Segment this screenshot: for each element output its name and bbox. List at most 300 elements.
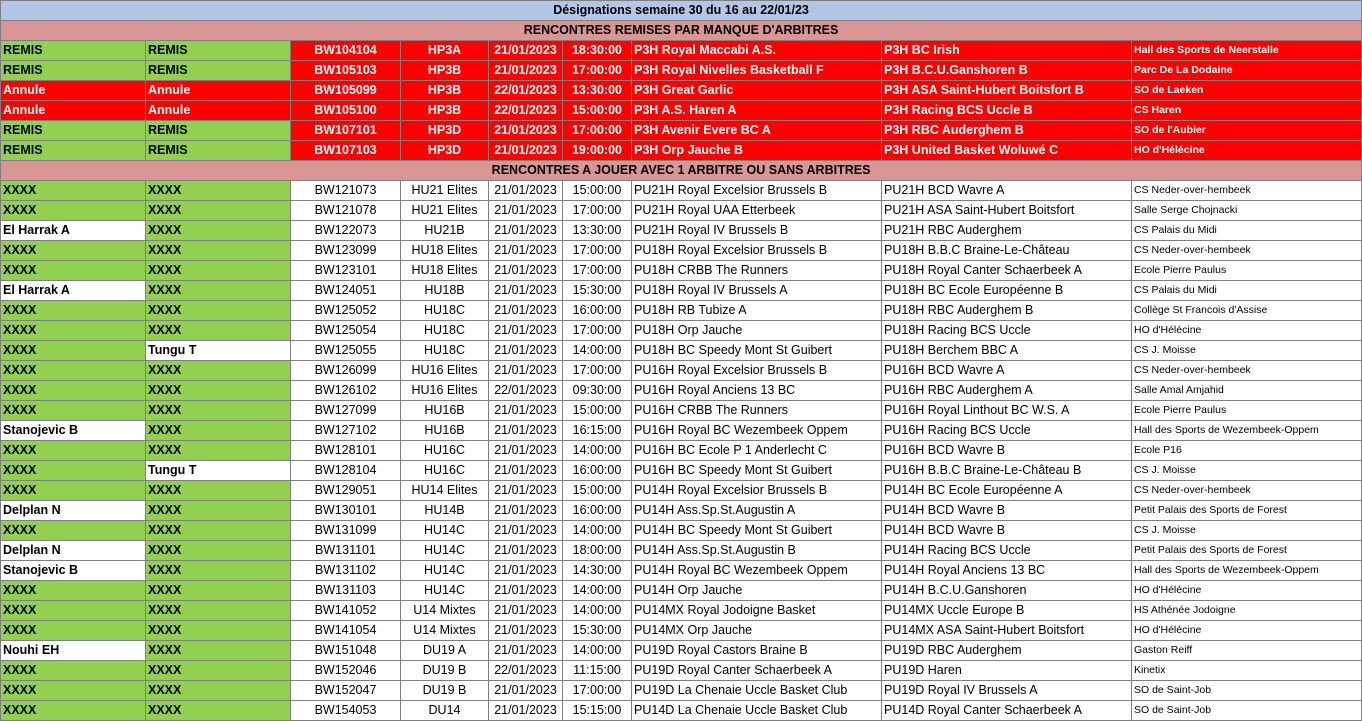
category-cell: HU14C: [401, 561, 489, 581]
match-code-cell: BW151048: [291, 641, 401, 661]
referee-2-cell: Annule: [146, 81, 291, 101]
date-cell: 21/01/2023: [489, 541, 563, 561]
home-team-cell: PU16H Royal BC Wezembeek Oppem: [632, 421, 882, 441]
referee-2-cell: XXXX: [146, 301, 291, 321]
date-cell: 21/01/2023: [489, 401, 563, 421]
away-team-cell: PU21H ASA Saint-Hubert Boitsfort: [882, 201, 1132, 221]
date-cell: 21/01/2023: [489, 41, 563, 61]
venue-cell: CS Neder-over-hembeek: [1132, 361, 1362, 381]
date-cell: 21/01/2023: [489, 61, 563, 81]
category-cell: HU14 Elites: [401, 481, 489, 501]
venue-cell: CS Neder-over-hembeek: [1132, 241, 1362, 261]
match-row: [1, 541, 1362, 561]
home-team-cell: PU16H CRBB The Runners: [632, 401, 882, 421]
date-cell: 21/01/2023: [489, 681, 563, 701]
match-code-cell: BW105100: [291, 101, 401, 121]
referee-2-cell: XXXX: [146, 641, 291, 661]
away-team-cell: PU14MX ASA Saint-Hubert Boitsfort: [882, 621, 1132, 641]
away-team-cell: PU14H B.C.U.Ganshoren: [882, 581, 1132, 601]
date-cell: 21/01/2023: [489, 181, 563, 201]
time-cell: 14:00:00: [563, 341, 632, 361]
home-team-cell: PU21H Royal UAA Etterbeek: [632, 201, 882, 221]
category-cell: HP3D: [401, 141, 489, 161]
match-code-cell: BW128104: [291, 461, 401, 481]
home-team-cell: PU14MX Orp Jauche: [632, 621, 882, 641]
sheet-title-row: [1, 1, 1362, 21]
venue-cell: Hall des Sports de Wezembeek-Oppem: [1132, 561, 1362, 581]
referee-2-cell: XXXX: [146, 381, 291, 401]
remise-row: [1, 81, 1362, 101]
referee-2-cell: XXXX: [146, 401, 291, 421]
match-code-cell: BW125055: [291, 341, 401, 361]
referee-2-cell: XXXX: [146, 441, 291, 461]
referee-2-cell: XXXX: [146, 521, 291, 541]
venue-cell: Hall des Sports de Neerstalle: [1132, 41, 1362, 61]
match-row: [1, 501, 1362, 521]
venue-cell: CS J. Moisse: [1132, 521, 1362, 541]
date-cell: 21/01/2023: [489, 701, 563, 721]
referee-1-cell: Delplan N: [1, 541, 146, 561]
home-team-cell: PU14H Ass.Sp.St.Augustin B: [632, 541, 882, 561]
date-cell: 22/01/2023: [489, 381, 563, 401]
referee-1-cell: XXXX: [1, 661, 146, 681]
venue-cell: SO de l'Aubier: [1132, 121, 1362, 141]
date-cell: 22/01/2023: [489, 81, 563, 101]
match-row: [1, 241, 1362, 261]
away-team-cell: P3H B.C.U.Ganshoren B: [882, 61, 1132, 81]
category-cell: HP3B: [401, 81, 489, 101]
time-cell: 16:00:00: [563, 301, 632, 321]
date-cell: 21/01/2023: [489, 321, 563, 341]
referee-1-cell: XXXX: [1, 701, 146, 721]
category-cell: U14 Mixtes: [401, 621, 489, 641]
match-code-cell: BW104104: [291, 41, 401, 61]
venue-cell: HO d'Hélécine: [1132, 141, 1362, 161]
away-team-cell: PU14H Racing BCS Uccle: [882, 541, 1132, 561]
match-row: [1, 301, 1362, 321]
remise-row: [1, 101, 1362, 121]
referee-2-cell: XXXX: [146, 481, 291, 501]
referee-2-cell: XXXX: [146, 541, 291, 561]
category-cell: HU14C: [401, 581, 489, 601]
home-team-cell: PU18H Orp Jauche: [632, 321, 882, 341]
away-team-cell: PU18H Royal Canter Schaerbeek A: [882, 261, 1132, 281]
venue-cell: Gaston Reiff: [1132, 641, 1362, 661]
match-code-cell: BW131102: [291, 561, 401, 581]
date-cell: 21/01/2023: [489, 261, 563, 281]
referee-1-cell: XXXX: [1, 461, 146, 481]
date-cell: 21/01/2023: [489, 501, 563, 521]
category-cell: HU14C: [401, 541, 489, 561]
match-code-cell: BW128101: [291, 441, 401, 461]
referee-1-cell: El Harrak A: [1, 281, 146, 301]
category-cell: DU19 B: [401, 681, 489, 701]
venue-cell: SO de Laeken: [1132, 81, 1362, 101]
time-cell: 09:30:00: [563, 381, 632, 401]
match-code-cell: BW141052: [291, 601, 401, 621]
referee-2-cell: XXXX: [146, 321, 291, 341]
away-team-cell: PU14H Royal Anciens 13 BC: [882, 561, 1132, 581]
match-code-cell: BW141054: [291, 621, 401, 641]
date-cell: 21/01/2023: [489, 141, 563, 161]
match-row: [1, 441, 1362, 461]
date-cell: 21/01/2023: [489, 481, 563, 501]
referee-2-cell: XXXX: [146, 561, 291, 581]
referee-2-cell: XXXX: [146, 261, 291, 281]
match-row: [1, 641, 1362, 661]
category-cell: HU21 Elites: [401, 201, 489, 221]
match-code-cell: BW127102: [291, 421, 401, 441]
home-team-cell: PU19D Royal Castors Braine B: [632, 641, 882, 661]
time-cell: 15:00:00: [563, 101, 632, 121]
referee-1-cell: XXXX: [1, 381, 146, 401]
time-cell: 15:30:00: [563, 621, 632, 641]
category-cell: HU14C: [401, 521, 489, 541]
category-cell: HU18C: [401, 321, 489, 341]
category-cell: HU16 Elites: [401, 361, 489, 381]
venue-cell: Salle Serge Chojnacki: [1132, 201, 1362, 221]
time-cell: 17:00:00: [563, 321, 632, 341]
time-cell: 14:00:00: [563, 441, 632, 461]
category-cell: HU16C: [401, 461, 489, 481]
venue-cell: SO de Saint-Job: [1132, 701, 1362, 721]
match-code-cell: BW131099: [291, 521, 401, 541]
away-team-cell: P3H ASA Saint-Hubert Boitsfort B: [882, 81, 1132, 101]
time-cell: 14:00:00: [563, 521, 632, 541]
referee-1-cell: XXXX: [1, 441, 146, 461]
match-code-cell: BW130101: [291, 501, 401, 521]
away-team-cell: PU21H RBC Auderghem: [882, 221, 1132, 241]
match-row: [1, 361, 1362, 381]
category-cell: HU16C: [401, 441, 489, 461]
time-cell: 17:00:00: [563, 261, 632, 281]
time-cell: 17:00:00: [563, 121, 632, 141]
time-cell: 16:15:00: [563, 421, 632, 441]
category-cell: HU16B: [401, 421, 489, 441]
match-code-cell: BW129051: [291, 481, 401, 501]
venue-cell: CS Palais du Midi: [1132, 281, 1362, 301]
category-cell: HU18B: [401, 281, 489, 301]
home-team-cell: PU18H CRBB The Runners: [632, 261, 882, 281]
time-cell: 17:00:00: [563, 61, 632, 81]
match-row: [1, 481, 1362, 501]
time-cell: 15:00:00: [563, 401, 632, 421]
referee-2-cell: XXXX: [146, 501, 291, 521]
remise-row: [1, 41, 1362, 61]
category-cell: DU19 B: [401, 661, 489, 681]
match-row: [1, 521, 1362, 541]
match-code-cell: BW124051: [291, 281, 401, 301]
home-team-cell: PU16H Royal Excelsior Brussels B: [632, 361, 882, 381]
section-jouer-row: [1, 161, 1362, 181]
match-code-cell: BW105099: [291, 81, 401, 101]
home-team-cell: PU21H Royal IV Brussels B: [632, 221, 882, 241]
referee-1-cell: XXXX: [1, 521, 146, 541]
venue-cell: HO d'Hélécine: [1132, 321, 1362, 341]
time-cell: 15:00:00: [563, 481, 632, 501]
referee-1-cell: XXXX: [1, 601, 146, 621]
referee-1-cell: REMIS: [1, 41, 146, 61]
category-cell: HU21B: [401, 221, 489, 241]
away-team-cell: PU16H B.B.C Braine-Le-Château B: [882, 461, 1132, 481]
time-cell: 17:00:00: [563, 361, 632, 381]
home-team-cell: P3H Royal Maccabi A.S.: [632, 41, 882, 61]
match-row: [1, 341, 1362, 361]
date-cell: 21/01/2023: [489, 521, 563, 541]
away-team-cell: P3H RBC Auderghem B: [882, 121, 1132, 141]
date-cell: 21/01/2023: [489, 361, 563, 381]
date-cell: 21/01/2023: [489, 281, 563, 301]
match-row: [1, 621, 1362, 641]
away-team-cell: PU14H BC Ecole Européenne A: [882, 481, 1132, 501]
section-jouer-header: RENCONTRES A JOUER AVEC 1 ARBITRE OU SANS ARBITRES: [1, 161, 1362, 181]
time-cell: 17:00:00: [563, 241, 632, 261]
match-row: [1, 581, 1362, 601]
category-cell: HP3B: [401, 101, 489, 121]
category-cell: HU16B: [401, 401, 489, 421]
match-code-cell: BW123099: [291, 241, 401, 261]
home-team-cell: P3H Avenir Evere BC A: [632, 121, 882, 141]
home-team-cell: PU18H BC Speedy Mont St Guibert: [632, 341, 882, 361]
match-row: [1, 421, 1362, 441]
referee-2-cell: XXXX: [146, 361, 291, 381]
referee-2-cell: XXXX: [146, 661, 291, 681]
match-code-cell: BW105103: [291, 61, 401, 81]
referee-2-cell: XXXX: [146, 281, 291, 301]
venue-cell: Ecole P16: [1132, 441, 1362, 461]
date-cell: 21/01/2023: [489, 121, 563, 141]
match-row: [1, 681, 1362, 701]
match-code-cell: BW152046: [291, 661, 401, 681]
sheet-title: Désignations semaine 30 du 16 au 22/01/23: [1, 1, 1362, 21]
time-cell: 19:00:00: [563, 141, 632, 161]
match-code-cell: BW123101: [291, 261, 401, 281]
date-cell: 21/01/2023: [489, 581, 563, 601]
referee-1-cell: Nouhi EH: [1, 641, 146, 661]
home-team-cell: PU19D Royal Canter Schaerbeek A: [632, 661, 882, 681]
away-team-cell: PU14H BCD Wavre B: [882, 521, 1132, 541]
referee-1-cell: XXXX: [1, 681, 146, 701]
date-cell: 22/01/2023: [489, 661, 563, 681]
match-row: [1, 381, 1362, 401]
away-team-cell: PU18H Berchem BBC A: [882, 341, 1132, 361]
home-team-cell: PU18H Royal Excelsior Brussels B: [632, 241, 882, 261]
away-team-cell: PU19D RBC Auderghem: [882, 641, 1132, 661]
home-team-cell: PU16H BC Ecole P 1 Anderlecht C: [632, 441, 882, 461]
away-team-cell: PU14H BCD Wavre B: [882, 501, 1132, 521]
remise-row: [1, 61, 1362, 81]
date-cell: 21/01/2023: [489, 441, 563, 461]
referee-1-cell: XXXX: [1, 301, 146, 321]
away-team-cell: PU19D Royal IV Brussels A: [882, 681, 1132, 701]
venue-cell: Hall des Sports de Wezembeek-Oppem: [1132, 421, 1362, 441]
time-cell: 11:15:00: [563, 661, 632, 681]
match-row: [1, 461, 1362, 481]
referee-1-cell: XXXX: [1, 321, 146, 341]
category-cell: HU21 Elites: [401, 181, 489, 201]
time-cell: 15:30:00: [563, 281, 632, 301]
date-cell: 21/01/2023: [489, 561, 563, 581]
section-remises-header: RENCONTRES REMISES PAR MANQUE D'ARBITRES: [1, 21, 1362, 41]
venue-cell: HO d'Hélécine: [1132, 581, 1362, 601]
match-row: [1, 601, 1362, 621]
home-team-cell: PU18H RB Tubize A: [632, 301, 882, 321]
referee-1-cell: XXXX: [1, 341, 146, 361]
home-team-cell: PU14H Orp Jauche: [632, 581, 882, 601]
venue-cell: HO d'Hélécine: [1132, 621, 1362, 641]
home-team-cell: PU14D La Chenaie Uccle Basket Club: [632, 701, 882, 721]
match-code-cell: BW107101: [291, 121, 401, 141]
date-cell: 21/01/2023: [489, 461, 563, 481]
time-cell: 17:00:00: [563, 681, 632, 701]
home-team-cell: PU18H Royal IV Brussels A: [632, 281, 882, 301]
home-team-cell: P3H Royal Nivelles Basketball F: [632, 61, 882, 81]
referee-2-cell: REMIS: [146, 141, 291, 161]
referee-1-cell: Stanojevic B: [1, 421, 146, 441]
venue-cell: CS Palais du Midi: [1132, 221, 1362, 241]
category-cell: HU18C: [401, 341, 489, 361]
away-team-cell: PU16H BCD Wavre A: [882, 361, 1132, 381]
category-cell: HU16 Elites: [401, 381, 489, 401]
away-team-cell: PU18H BC Ecole Européenne B: [882, 281, 1132, 301]
date-cell: 21/01/2023: [489, 621, 563, 641]
venue-cell: Kinetix: [1132, 661, 1362, 681]
time-cell: 14:00:00: [563, 601, 632, 621]
referee-1-cell: XXXX: [1, 241, 146, 261]
referee-1-cell: XXXX: [1, 401, 146, 421]
venue-cell: Petit Palais des Sports de Forest: [1132, 541, 1362, 561]
venue-cell: SO de Saint-Job: [1132, 681, 1362, 701]
referee-2-cell: XXXX: [146, 581, 291, 601]
venue-cell: HS Athénée Jodoigne: [1132, 601, 1362, 621]
home-team-cell: PU14H Royal BC Wezembeek Oppem: [632, 561, 882, 581]
venue-cell: Collège St Francois d'Assise: [1132, 301, 1362, 321]
time-cell: 13:30:00: [563, 221, 632, 241]
referee-2-cell: XXXX: [146, 221, 291, 241]
referee-1-cell: Stanojevic B: [1, 561, 146, 581]
away-team-cell: PU16H Royal Linthout BC W.S. A: [882, 401, 1132, 421]
date-cell: 21/01/2023: [489, 201, 563, 221]
referee-2-cell: XXXX: [146, 241, 291, 261]
match-row: [1, 661, 1362, 681]
referee-2-cell: Annule: [146, 101, 291, 121]
category-cell: DU14: [401, 701, 489, 721]
venue-cell: Ecole Pierre Paulus: [1132, 401, 1362, 421]
time-cell: 13:30:00: [563, 81, 632, 101]
time-cell: 15:00:00: [563, 181, 632, 201]
referee-2-cell: XXXX: [146, 201, 291, 221]
venue-cell: Petit Palais des Sports de Forest: [1132, 501, 1362, 521]
referee-1-cell: XXXX: [1, 581, 146, 601]
category-cell: HP3A: [401, 41, 489, 61]
time-cell: 15:15:00: [563, 701, 632, 721]
date-cell: 21/01/2023: [489, 301, 563, 321]
match-code-cell: BW107103: [291, 141, 401, 161]
match-row: [1, 561, 1362, 581]
venue-cell: Salle Amal Amjahid: [1132, 381, 1362, 401]
referee-2-cell: Tungu T: [146, 461, 291, 481]
home-team-cell: PU19D La Chenaie Uccle Basket Club: [632, 681, 882, 701]
referee-1-cell: XXXX: [1, 621, 146, 641]
venue-cell: Ecole Pierre Paulus: [1132, 261, 1362, 281]
remise-row: [1, 141, 1362, 161]
away-team-cell: PU16H BCD Wavre B: [882, 441, 1132, 461]
referee-1-cell: Annule: [1, 81, 146, 101]
referee-1-cell: XXXX: [1, 261, 146, 281]
referee-2-cell: REMIS: [146, 121, 291, 141]
match-code-cell: BW152047: [291, 681, 401, 701]
time-cell: 14:00:00: [563, 641, 632, 661]
match-code-cell: BW154053: [291, 701, 401, 721]
home-team-cell: P3H Orp Jauche B: [632, 141, 882, 161]
home-team-cell: PU14MX Royal Jodoigne Basket: [632, 601, 882, 621]
match-row: [1, 401, 1362, 421]
venue-cell: CS Neder-over-hembeek: [1132, 481, 1362, 501]
referee-2-cell: XXXX: [146, 701, 291, 721]
time-cell: 17:00:00: [563, 201, 632, 221]
referee-1-cell: El Harrak A: [1, 221, 146, 241]
home-team-cell: P3H Great Garlic: [632, 81, 882, 101]
match-code-cell: BW121073: [291, 181, 401, 201]
referee-2-cell: XXXX: [146, 421, 291, 441]
date-cell: 21/01/2023: [489, 221, 563, 241]
home-team-cell: P3H A.S. Haren A: [632, 101, 882, 121]
referee-2-cell: XXXX: [146, 181, 291, 201]
time-cell: 18:00:00: [563, 541, 632, 561]
date-cell: 21/01/2023: [489, 601, 563, 621]
date-cell: 21/01/2023: [489, 421, 563, 441]
referee-1-cell: REMIS: [1, 121, 146, 141]
referee-1-cell: REMIS: [1, 61, 146, 81]
referee-1-cell: REMIS: [1, 141, 146, 161]
date-cell: 21/01/2023: [489, 641, 563, 661]
away-team-cell: PU18H RBC Auderghem B: [882, 301, 1132, 321]
category-cell: HU18 Elites: [401, 261, 489, 281]
match-row: [1, 701, 1362, 721]
match-row: [1, 201, 1362, 221]
remise-row: [1, 121, 1362, 141]
referee-1-cell: XXXX: [1, 201, 146, 221]
match-code-cell: BW125054: [291, 321, 401, 341]
referee-1-cell: Annule: [1, 101, 146, 121]
home-team-cell: PU14H BC Speedy Mont St Guibert: [632, 521, 882, 541]
match-code-cell: BW126102: [291, 381, 401, 401]
away-team-cell: PU14MX Uccle Europe B: [882, 601, 1132, 621]
category-cell: U14 Mixtes: [401, 601, 489, 621]
match-row: [1, 261, 1362, 281]
date-cell: 22/01/2023: [489, 101, 563, 121]
referee-2-cell: XXXX: [146, 681, 291, 701]
date-cell: 21/01/2023: [489, 341, 563, 361]
referee-2-cell: XXXX: [146, 621, 291, 641]
time-cell: 14:00:00: [563, 581, 632, 601]
match-row: [1, 181, 1362, 201]
section-remises-row: [1, 21, 1362, 41]
venue-cell: CS Neder-over-hembeek: [1132, 181, 1362, 201]
category-cell: HP3B: [401, 61, 489, 81]
referee-2-cell: REMIS: [146, 61, 291, 81]
home-team-cell: PU16H Royal Anciens 13 BC: [632, 381, 882, 401]
away-team-cell: PU21H BCD Wavre A: [882, 181, 1132, 201]
away-team-cell: PU18H Racing BCS Uccle: [882, 321, 1132, 341]
away-team-cell: PU19D Haren: [882, 661, 1132, 681]
away-team-cell: PU16H Racing BCS Uccle: [882, 421, 1132, 441]
home-team-cell: PU16H BC Speedy Mont St Guibert: [632, 461, 882, 481]
match-code-cell: BW122073: [291, 221, 401, 241]
home-team-cell: PU14H Royal Excelsior Brussels B: [632, 481, 882, 501]
away-team-cell: P3H Racing BCS Uccle B: [882, 101, 1132, 121]
time-cell: 14:30:00: [563, 561, 632, 581]
